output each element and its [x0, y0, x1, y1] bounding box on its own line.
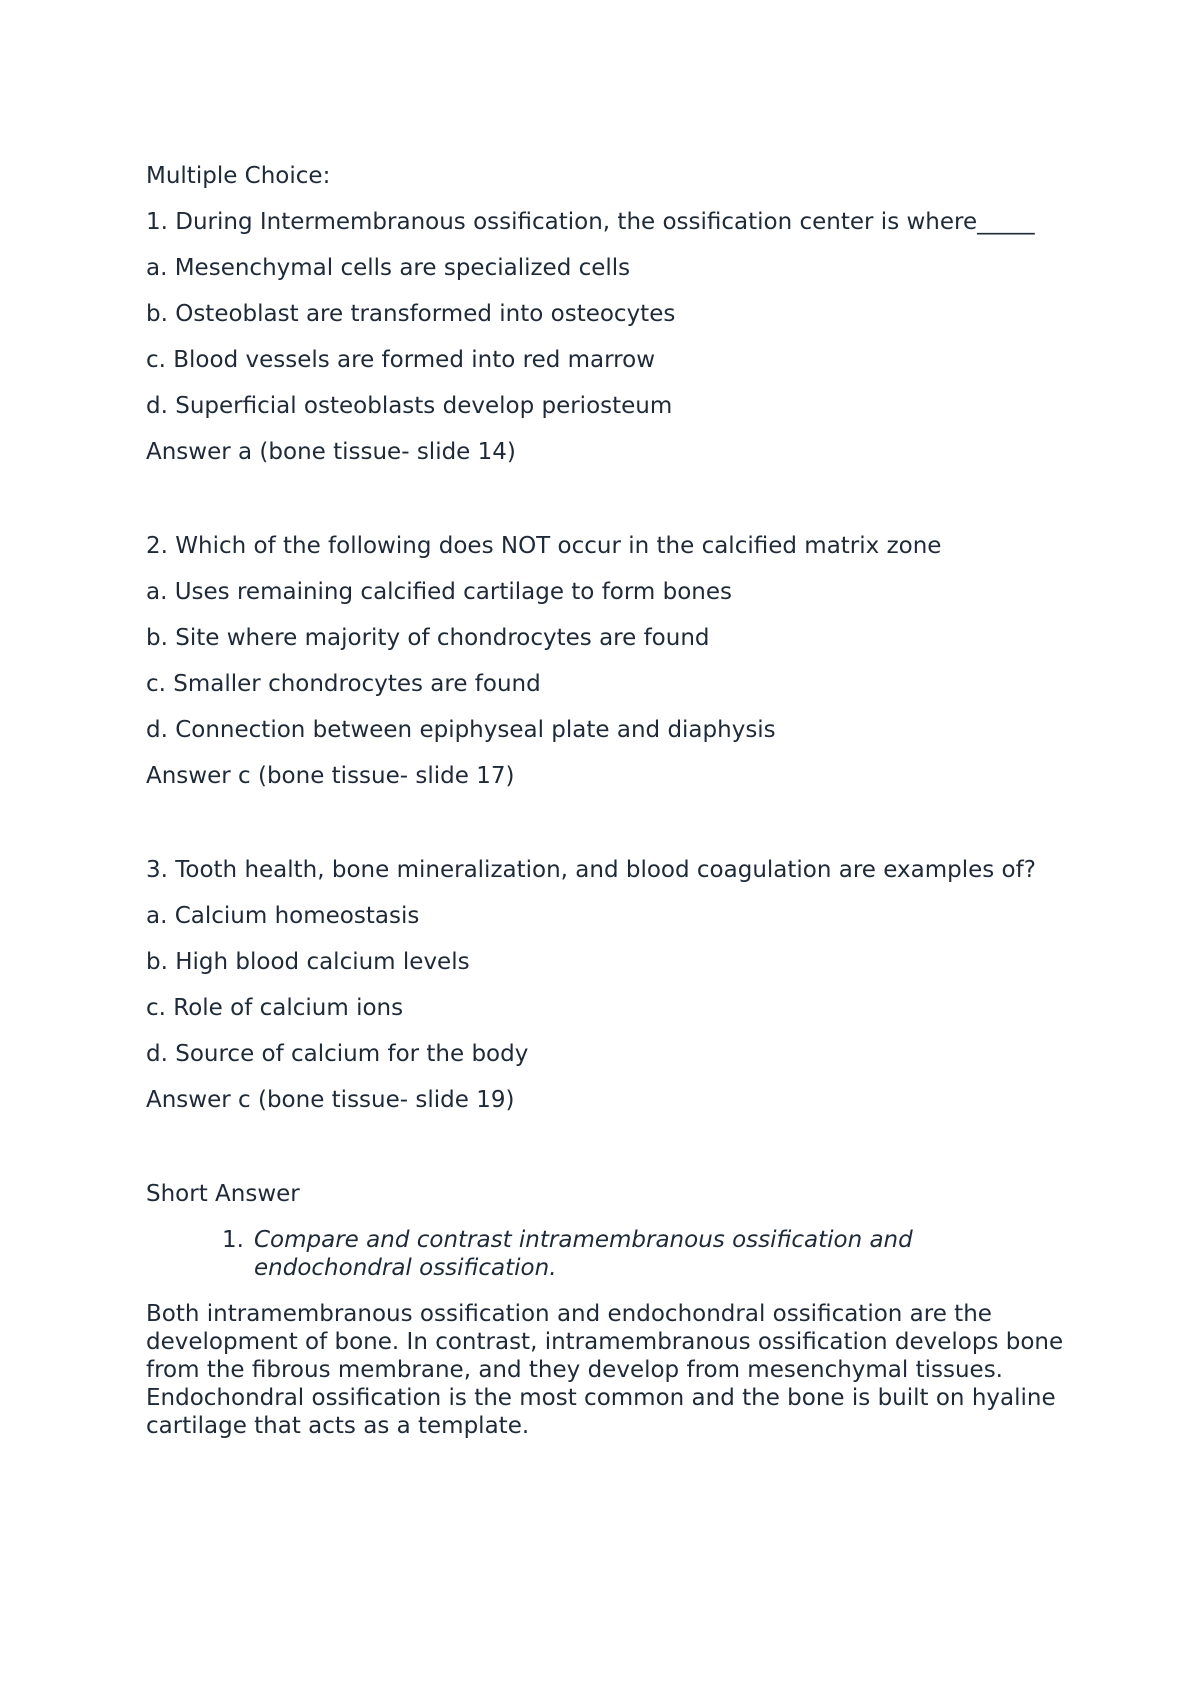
short-answer-question-number: 1. [222, 1227, 244, 1253]
short-answer-question-text: Compare and contrast intramembranous ossification and endochondral ossification. [254, 1227, 913, 1281]
option-d: d. Connection between epiphyseal plate and diaphysis [146, 717, 776, 743]
option-b: b. Site where majority of chondrocytes are found [146, 625, 710, 651]
short-answer-question [146, 1226, 1066, 1282]
option-a: a. Uses remaining calcified cartilage to form bones [146, 579, 733, 605]
question-text: 2. Which of the following does NOT occur in the calcified matrix zone [146, 533, 942, 559]
short-answer-heading: Short Answer [146, 1181, 300, 1207]
multiple-choice-heading: Multiple Choice: [146, 163, 331, 189]
question-block-2 [146, 532, 1066, 790]
option-a: a. Mesenchymal cells are specialized cells [146, 255, 631, 281]
question-text: 1. During Intermembranous ossification, the ossification center is where_____ [146, 209, 1035, 235]
option-b: b. High blood calcium levels [146, 949, 470, 975]
document-page [146, 162, 1066, 1440]
option-c: c. Blood vessels are formed into red marrow [146, 347, 656, 373]
question-text: 3. Tooth health, bone mineralization, and blood coagulation are examples of? [146, 857, 1036, 883]
option-d: d. Superficial osteoblasts develop periosteum [146, 393, 673, 419]
answer-line: Answer c (bone tissue- slide 17) [146, 763, 515, 789]
short-answer-response: Both intramembranous ossification and endochondral ossification are the development of bone. In contrast, intramembranous ossification develops bone from the fibrous membrane, and they develop from mesenchymal tissues. Endochondral ossification is the most common and the bone is built on hyaline cartilage that acts as a template. [146, 1301, 1064, 1439]
question-block-1 [146, 208, 1066, 466]
option-b: b. Osteoblast are transformed into osteocytes [146, 301, 676, 327]
answer-line: Answer c (bone tissue- slide 19) [146, 1087, 515, 1113]
question-block-3 [146, 856, 1066, 1114]
option-c: c. Smaller chondrocytes are found [146, 671, 541, 697]
option-d: d. Source of calcium for the body [146, 1041, 529, 1067]
option-c: c. Role of calcium ions [146, 995, 404, 1021]
answer-line: Answer a (bone tissue- slide 14) [146, 439, 516, 465]
option-a: a. Calcium homeostasis [146, 903, 420, 929]
